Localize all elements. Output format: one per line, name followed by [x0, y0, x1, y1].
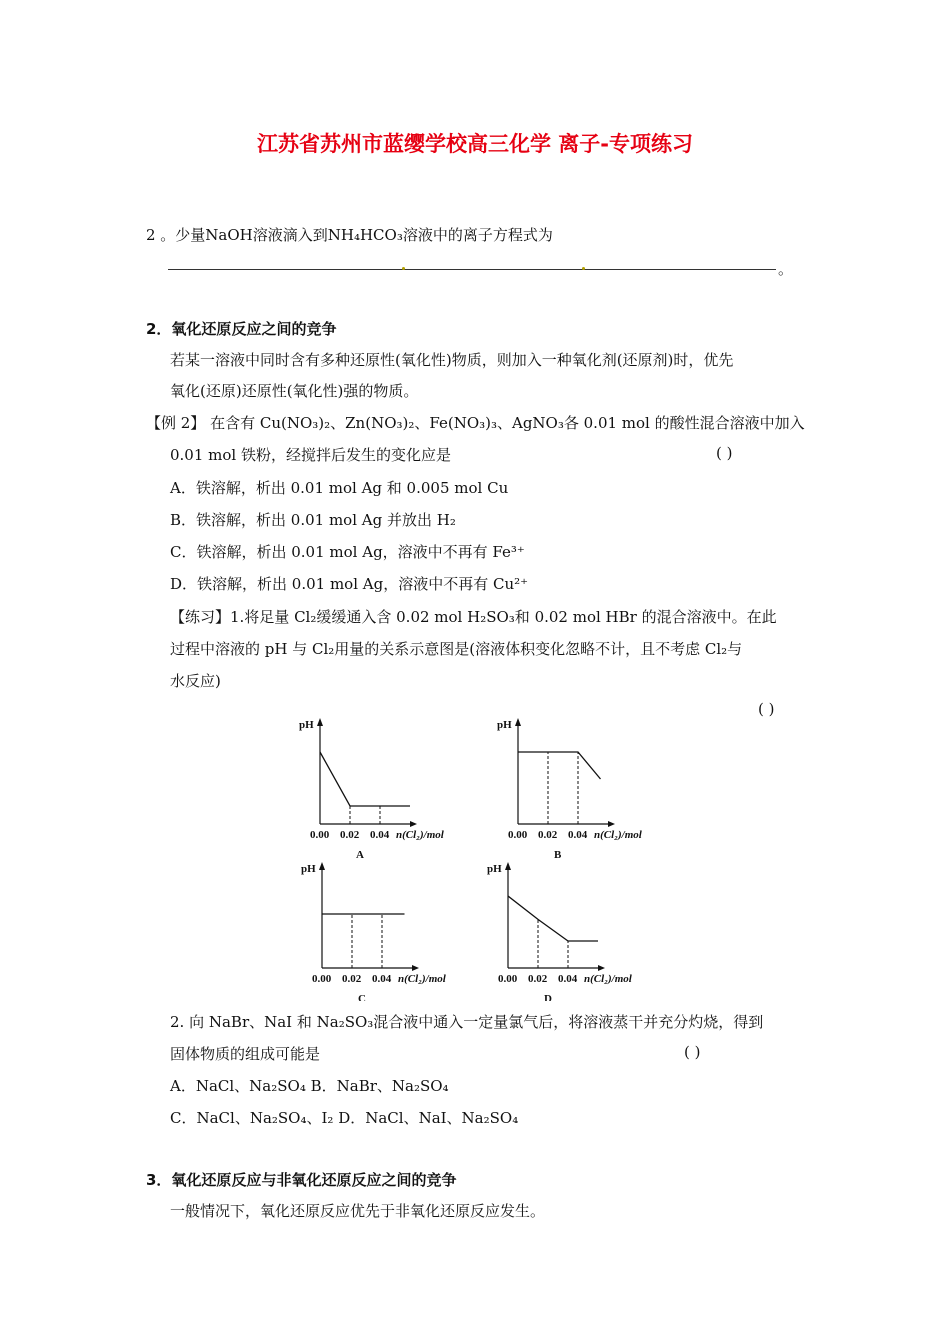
y-axis-arrow-icon [319, 862, 325, 870]
x-tick-label: 0.02 [340, 829, 360, 841]
ph-chart-b [494, 712, 664, 862]
y-axis-label: pH [301, 863, 316, 875]
x-tick-label: 0.00 [312, 973, 332, 985]
section-2-desc-2: 氧化(还原)还原性(氧化性)强的物质。 [170, 382, 419, 400]
x-tick-label: 0.04 [372, 973, 392, 985]
answer-blank-line [168, 269, 776, 270]
x-tick-label: 0.02 [342, 973, 362, 985]
question-2-text: 2 。少量NaOH溶液滴入到NH₄HCO₃溶液中的离子方程式为 [146, 226, 553, 244]
ph-chart-d [484, 856, 654, 1001]
example-2-option-a: A．铁溶解，析出 0.01 mol Ag 和 0.005 mol Cu [170, 479, 509, 497]
practice-2-options-cd: C．NaCl、Na₂SO₄、I₂ D．NaCl、NaI、Na₂SO₄ [170, 1109, 519, 1127]
section-2-heading: 2．氧化还原反应之间的竞争 [146, 320, 337, 338]
example-2-option-d: D．铁溶解，析出 0.01 mol Ag，溶液中不再有 Cu²⁺ [170, 575, 529, 593]
ph-chart-c [298, 856, 468, 1001]
practice-2-line-1: 2. 向 NaBr、NaI 和 Na₂SO₃混合液中通入一定量氯气后，将溶液蒸干并充分灼烧，得到 [170, 1013, 764, 1031]
y-axis-label: pH [487, 863, 502, 875]
practice-2-options-ab: A．NaCl、Na₂SO₄ B．NaBr、Na₂SO₄ [170, 1077, 449, 1095]
y-axis-arrow-icon [515, 718, 521, 726]
x-axis-arrow-icon [608, 821, 615, 827]
example-2-line-1: 【例 2】 在含有 Cu(NO₃)₂、Zn(NO₃)₂、Fe(NO₃)₃、AgNO₃各 0.01 mol 的酸性混合溶液中加入 [146, 414, 805, 432]
y-axis-label: pH [497, 719, 512, 731]
x-tick-label: 0.02 [528, 973, 548, 985]
x-axis-label: n(Cl₂)/mol [594, 829, 642, 841]
ph-curve [518, 752, 601, 779]
example-2-answer-paren: ( ) [716, 444, 733, 462]
practice-2-answer-paren: ( ) [684, 1043, 701, 1061]
question-2-end: 。 [778, 260, 794, 278]
section-3-desc: 一般情况下，氧化还原反应优先于非氧化还原反应发生。 [170, 1202, 546, 1220]
practice-2-line-2: 固体物质的组成可能是 [170, 1045, 321, 1063]
example-2-option-c: C．铁溶解，析出 0.01 mol Ag，溶液中不再有 Fe³⁺ [170, 543, 525, 561]
ph-curve [320, 752, 410, 806]
x-axis-arrow-icon [598, 965, 605, 971]
x-axis-arrow-icon [410, 821, 417, 827]
blank-dot [402, 267, 405, 270]
x-tick-label: 0.04 [568, 829, 588, 841]
chart-panel-label: B [554, 849, 562, 861]
x-tick-label: 0.02 [538, 829, 558, 841]
example-2-option-b: B．铁溶解，析出 0.01 mol Ag 并放出 H₂ [170, 511, 456, 529]
x-axis-label: n(Cl₂)/mol [396, 829, 444, 841]
practice-1-line-3: 水反应) [170, 672, 221, 690]
y-axis-arrow-icon [505, 862, 511, 870]
x-tick-label: 0.04 [558, 973, 578, 985]
example-2-line-2: 0.01 mol 铁粉，经搅拌后发生的变化应是 [170, 446, 451, 464]
x-axis-label: n(Cl₂)/mol [398, 973, 446, 985]
chart-panel-label: A [356, 849, 364, 861]
x-tick-label: 0.04 [370, 829, 390, 841]
x-tick-label: 0.00 [498, 973, 518, 985]
blank-dot [582, 267, 585, 270]
x-tick-label: 0.00 [310, 829, 330, 841]
practice-1-line-2: 过程中溶液的 pH 与 Cl₂用量的关系示意图是(溶液体积变化忽略不计，且不考虑 Cl₂与 [170, 640, 743, 658]
section-3-heading: 3．氧化还原反应与非氧化还原反应之间的竞争 [146, 1171, 457, 1189]
y-axis-arrow-icon [317, 718, 323, 726]
x-axis-label: n(Cl₂)/mol [584, 973, 632, 985]
section-2-desc-1: 若某一溶液中同时含有多种还原性(氧化性)物质，则加入一种氧化剂(还原剂)时，优先 [170, 351, 734, 369]
practice-1-line-1: 【练习】1.将足量 Cl₂缓缓通入含 0.02 mol H₂SO₃和 0.02 mol HBr 的混合溶液中。在此 [170, 608, 777, 626]
chart-panel-label: D [544, 993, 552, 1001]
ph-chart-a [296, 712, 466, 862]
page-title: 江苏省苏州市蓝缨学校高三化学 离子-专项练习 [256, 132, 694, 156]
chart-panel-label: C [358, 993, 366, 1001]
y-axis-label: pH [299, 719, 314, 731]
practice-1-answer-paren: ( ) [758, 700, 775, 718]
ph-curve [508, 896, 598, 941]
x-tick-label: 0.00 [508, 829, 528, 841]
x-axis-arrow-icon [412, 965, 419, 971]
